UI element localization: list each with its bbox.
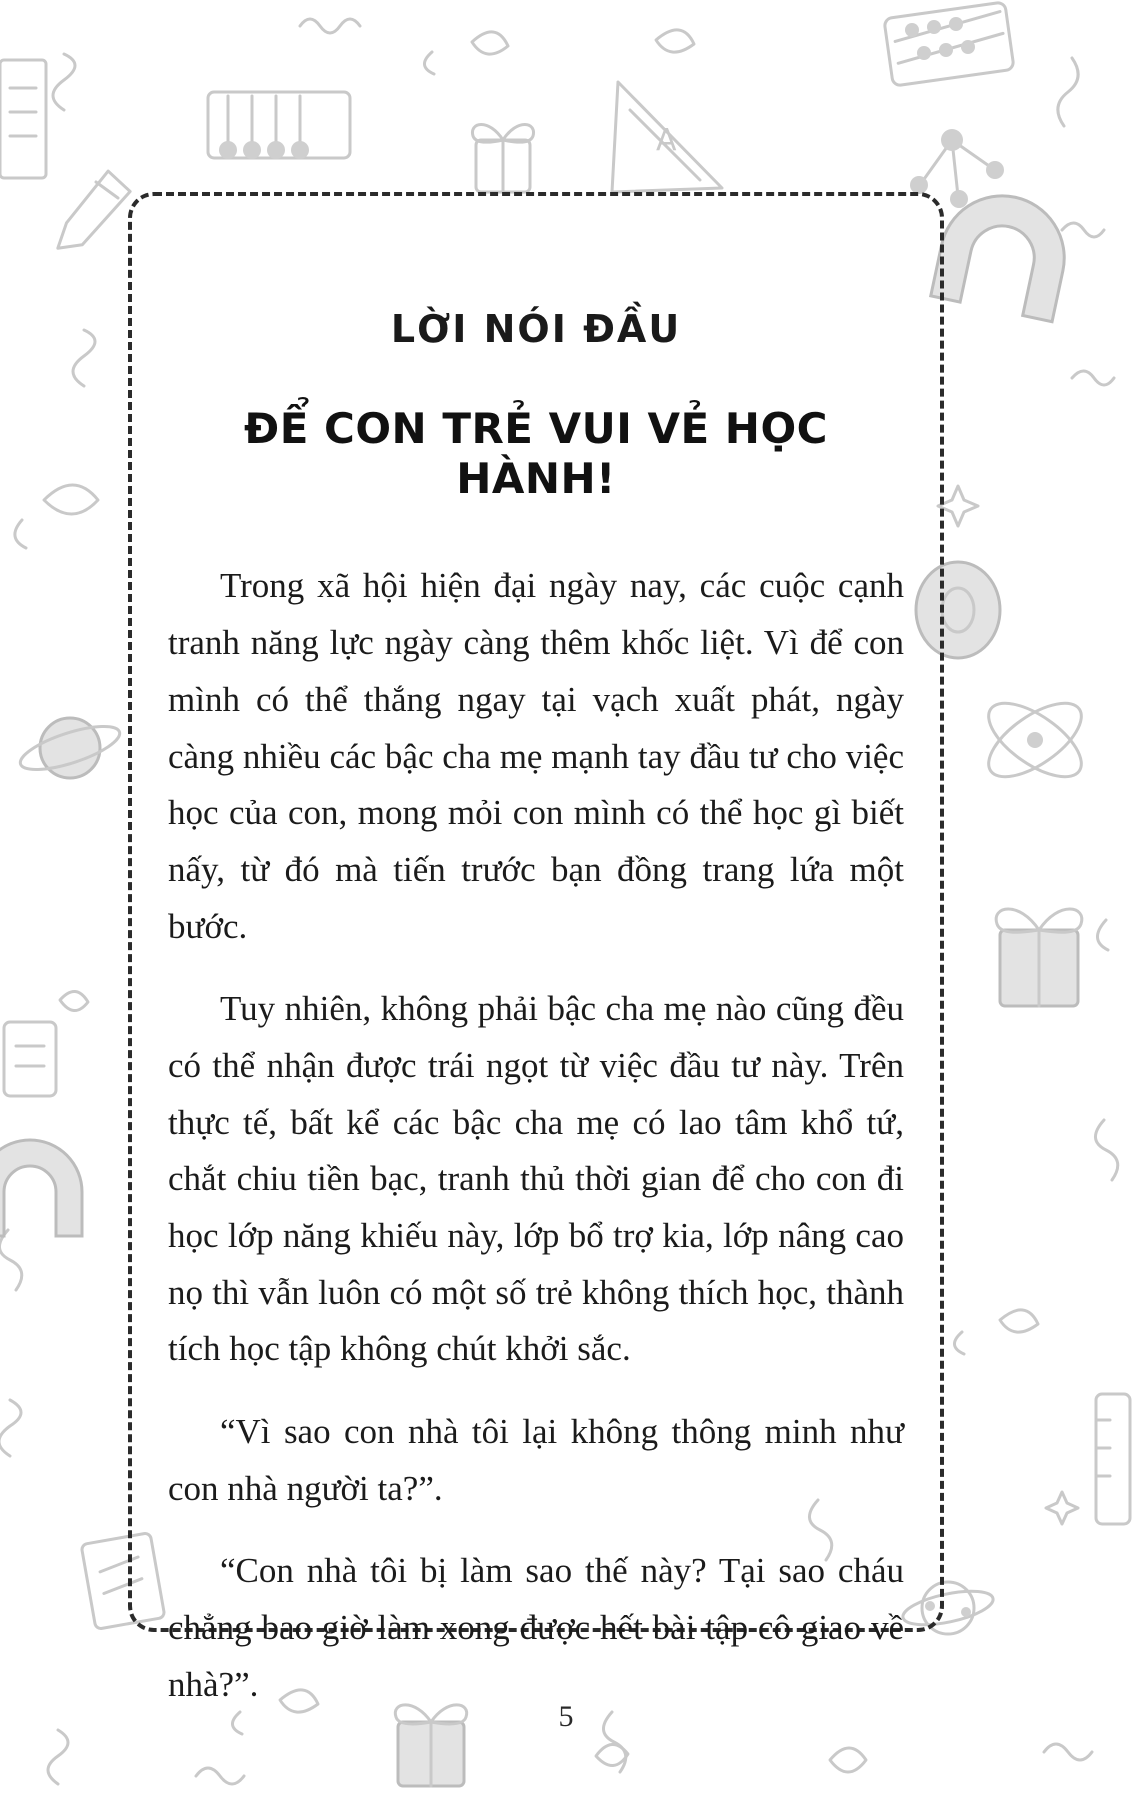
body-copy: [168, 558, 904, 1713]
triangle-ruler-icon: [612, 82, 722, 192]
svg-text:A: A: [656, 123, 677, 158]
page-content: [168, 236, 904, 1704]
paragraph: “Vì sao con nhà tôi lại không thông minh như con nhà người ta?”.: [168, 1412, 904, 1508]
atom-icon: [977, 689, 1093, 790]
magnet-icon: [931, 184, 1076, 321]
gift-box-icon: [996, 909, 1082, 1006]
abacus-icon: [884, 2, 1014, 86]
paragraph: Tuy nhiên, không phải bậc cha mẹ nào cũng đều có thể nhận được trái ngọt từ việc đầu tư này. Trên thực tế, bất kể các bậc cha mẹ có lao tâm khổ tứ, chắt chiu tiền bạc, tranh thủ thời gian để cho con đi học lớp năng khiếu này, lớp bổ trợ kia, lớp nâng cao nọ thì vẫn luôn có một số trẻ không thích học, thành tích học tập không chút khởi sắc.: [168, 989, 904, 1369]
paragraph: Trong xã hội hiện đại ngày nay, các cuộc cạnh tranh năng lực ngày càng thêm khốc liệt. Vì để con mình có thể thắng ngay tại vạch xuất phát, ngày càng nhiều các bậc cha mẹ mạnh tay đầu tư cho việc học của con, mong mỏi con mình có thể học gì biết nấy, từ đó mà tiến trước bạn đồng trang lứa một bước.: [168, 566, 904, 946]
saturn-planet-icon: [16, 718, 124, 779]
star-doodle: [938, 486, 1078, 1524]
paragraph: “Con nhà tôi bị làm sao thế này? Tại sao cháu chẳng bao giờ làm xong được hết bài tập cô giao về nhà?”.: [168, 1551, 904, 1704]
page-kicker: LỜI NÓI ĐẦU: [390, 307, 682, 351]
page-number: 5: [558, 1700, 574, 1733]
ruler-icon: [1096, 1394, 1130, 1524]
newtons-cradle-icon: [208, 92, 350, 159]
magnet-icon: [0, 1140, 82, 1236]
clipboard-icon: [4, 1022, 56, 1096]
notebook-icon: [0, 60, 46, 178]
gift-box-icon: [472, 125, 533, 193]
pencil-icon: [58, 167, 132, 255]
page-title: ĐỂ CON TRẺ VUI VẺ HỌC HÀNH!: [244, 403, 828, 504]
